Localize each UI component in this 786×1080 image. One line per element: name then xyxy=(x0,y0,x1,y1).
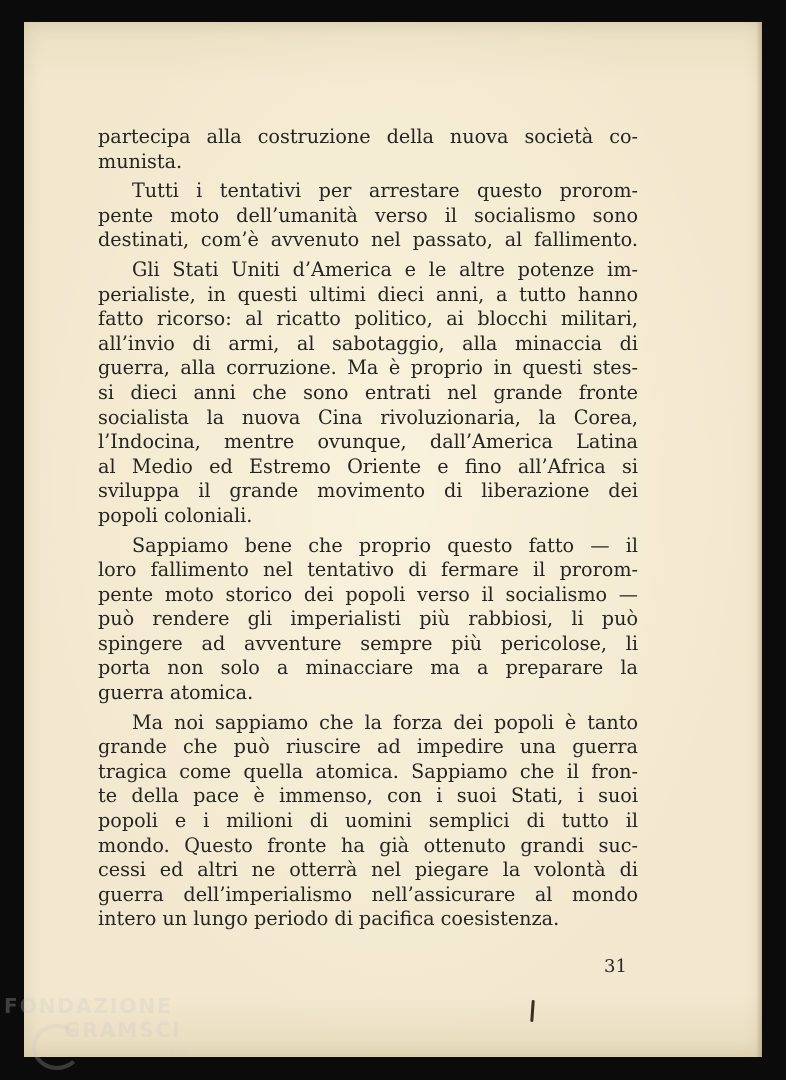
page-edge-shadow xyxy=(756,22,762,1057)
body-text xyxy=(98,125,638,932)
text-line: guerra, alla corruzione. Ma è proprio in questi stes- xyxy=(98,356,638,380)
text-line: munista. xyxy=(98,149,183,173)
text-line: si dieci anni che sono entrati nel grande fronte xyxy=(98,380,638,404)
text-line: pente moto dell’umanità verso il socialismo sono xyxy=(98,203,638,227)
text-line: spingere ad avventure sempre più pericolose, li xyxy=(98,631,638,655)
text-line: al Medio ed Estremo Oriente e fino all’Africa si xyxy=(98,454,638,478)
text-line: cessi ed altri ne otterrà nel piegare la volontà di xyxy=(98,858,638,882)
text-line: può rendere gli imperialisti più rabbiosi, li può xyxy=(98,607,638,631)
watermark-line1: FONDAZIONE xyxy=(4,994,173,1018)
watermark-line2: GRAMSCI xyxy=(64,1018,182,1042)
text-line: all’invio di armi, al sabotaggio, alla minaccia di xyxy=(98,331,638,355)
text-line: Sappiamo bene che proprio questo fatto — il xyxy=(132,533,638,557)
text-line: porta non solo a minacciare ma a preparare la xyxy=(98,656,638,680)
text-line: socialista la nuova Cina rivoluzionaria, la Corea, xyxy=(98,405,638,429)
text-line: perialiste, in questi ultimi dieci anni, a tutto hanno xyxy=(98,282,638,306)
text-line: tragica come quella atomica. Sappiamo che il fron- xyxy=(98,759,638,783)
text-line: fatto ricorso: al ricatto politico, ai blocchi militari, xyxy=(98,307,638,331)
text-line: loro fallimento nel tentativo di fermare il prorom- xyxy=(98,558,638,582)
text-line: guerra atomica. xyxy=(98,681,254,705)
text-line: Gli Stati Uniti d’America e le altre potenze im- xyxy=(132,257,638,281)
text-line: Tutti i tentativi per arrestare questo prorom- xyxy=(132,179,638,203)
ink-mark xyxy=(530,1000,535,1022)
text-line: popoli coloniali. xyxy=(98,503,253,527)
text-line: popoli e i milioni di uomini semplici di tutto il xyxy=(98,809,638,833)
text-line: sviluppa il grande movimento di liberazione dei xyxy=(98,479,638,503)
text-line: intero un lungo periodo di pacifica coesistenza. xyxy=(98,907,560,931)
page-number: 31 xyxy=(604,956,627,977)
watermark-logo xyxy=(4,994,204,1074)
text-line: Ma noi sappiamo che la forza dei popoli è tanto xyxy=(132,710,638,734)
text-line: partecipa alla costruzione della nuova società co- xyxy=(98,125,638,148)
text-line: guerra dell’imperialismo nell’assicurare al mondo xyxy=(98,882,638,906)
text-line: te della pace è immenso, con i suoi Stati, i suoi xyxy=(98,784,638,808)
text-line: grande che può riuscire ad impedire una guerra xyxy=(98,735,638,759)
text-line: pente moto storico dei popoli verso il socialismo — xyxy=(98,582,638,606)
text-line: destinati, com’è avvenuto nel passato, al fallimento. xyxy=(98,228,638,252)
text-line: l’Indocina, mentre ovunque, dall’America Latina xyxy=(98,430,638,454)
book-page xyxy=(24,22,762,1057)
text-line: mondo. Questo fronte ha già ottenuto grandi suc- xyxy=(98,833,638,857)
watermark-line3: onlus xyxy=(160,1048,187,1059)
